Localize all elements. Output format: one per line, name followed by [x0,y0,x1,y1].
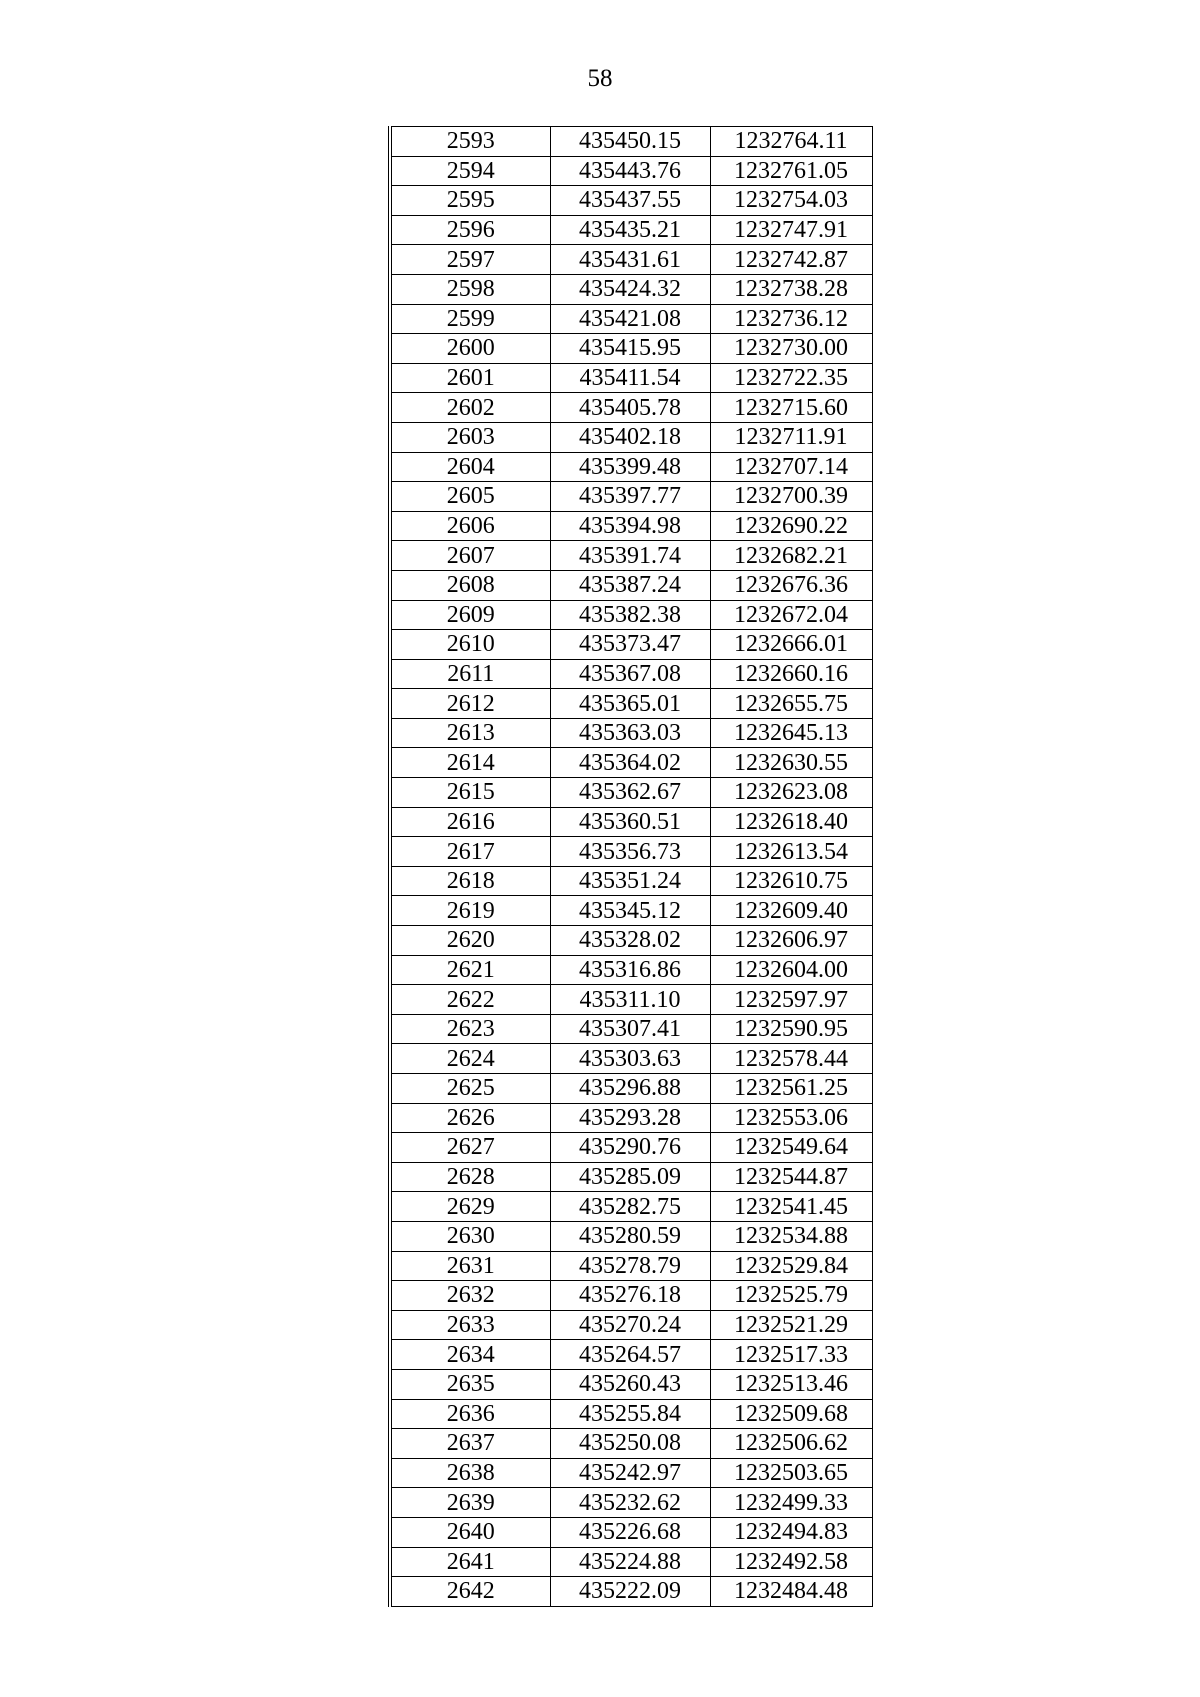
table-row [390,1103,872,1133]
point-number-cell: 2626 [390,1103,550,1133]
x-coordinate-cell: 435278.79 [550,1251,710,1281]
y-coordinate-cell: 1232529.84 [710,1251,872,1281]
page-number: 58 [587,65,613,92]
table-row [390,1399,872,1429]
table-row [390,1517,872,1547]
point-number-cell: 2621 [390,955,550,985]
table-row [390,422,872,452]
point-number-cell: 2613 [390,718,550,748]
x-coordinate-cell: 435285.09 [550,1162,710,1192]
point-number-cell: 2604 [390,452,550,482]
table-row [390,807,872,837]
table-row [390,866,872,896]
point-number-cell: 2632 [390,1281,550,1311]
table-row [390,186,872,216]
x-coordinate-cell: 435260.43 [550,1369,710,1399]
y-coordinate-cell: 1232730.00 [710,334,872,364]
table-row [390,1162,872,1192]
point-number-cell: 2599 [390,304,550,334]
y-coordinate-cell: 1232597.97 [710,985,872,1015]
x-coordinate-cell: 435282.75 [550,1192,710,1222]
table-row [390,1014,872,1044]
table-row [390,926,872,956]
x-coordinate-cell: 435373.47 [550,630,710,660]
table-row [390,985,872,1015]
x-coordinate-cell: 435391.74 [550,541,710,571]
point-number-cell: 2631 [390,1251,550,1281]
point-number-cell: 2605 [390,482,550,512]
x-coordinate-cell: 435276.18 [550,1281,710,1311]
x-coordinate-cell: 435424.32 [550,274,710,304]
table-row [390,393,872,423]
y-coordinate-cell: 1232513.46 [710,1369,872,1399]
y-coordinate-cell: 1232494.83 [710,1517,872,1547]
table-row [390,630,872,660]
x-coordinate-cell: 435402.18 [550,422,710,452]
table-row [390,570,872,600]
y-coordinate-cell: 1232609.40 [710,896,872,926]
table-row [390,1340,872,1370]
point-number-cell: 2637 [390,1429,550,1459]
x-coordinate-cell: 435360.51 [550,807,710,837]
table-row [390,1369,872,1399]
x-coordinate-cell: 435250.08 [550,1429,710,1459]
x-coordinate-cell: 435399.48 [550,452,710,482]
y-coordinate-cell: 1232754.03 [710,186,872,216]
x-coordinate-cell: 435387.24 [550,570,710,600]
x-coordinate-cell: 435435.21 [550,215,710,245]
x-coordinate-cell: 435224.88 [550,1547,710,1577]
x-coordinate-cell: 435280.59 [550,1221,710,1251]
x-coordinate-cell: 435356.73 [550,837,710,867]
x-coordinate-cell: 435437.55 [550,186,710,216]
x-coordinate-cell: 435264.57 [550,1340,710,1370]
point-number-cell: 2606 [390,511,550,541]
y-coordinate-cell: 1232682.21 [710,541,872,571]
y-coordinate-cell: 1232506.62 [710,1429,872,1459]
y-coordinate-cell: 1232509.68 [710,1399,872,1429]
table-row [390,1221,872,1251]
table-row [390,1192,872,1222]
y-coordinate-cell: 1232525.79 [710,1281,872,1311]
table-row [390,541,872,571]
point-number-cell: 2620 [390,926,550,956]
x-coordinate-cell: 435311.10 [550,985,710,1015]
table-row [390,511,872,541]
y-coordinate-cell: 1232561.25 [710,1074,872,1104]
y-coordinate-cell: 1232738.28 [710,274,872,304]
table-row [390,955,872,985]
point-number-cell: 2600 [390,334,550,364]
y-coordinate-cell: 1232672.04 [710,600,872,630]
point-number-cell: 2635 [390,1369,550,1399]
point-number-cell: 2610 [390,630,550,660]
x-coordinate-cell: 435411.54 [550,363,710,393]
x-coordinate-cell: 435351.24 [550,866,710,896]
y-coordinate-cell: 1232747.91 [710,215,872,245]
point-number-cell: 2598 [390,274,550,304]
point-number-cell: 2609 [390,600,550,630]
table-row [390,1429,872,1459]
table-row [390,600,872,630]
table-row [390,1074,872,1104]
table-row [390,127,872,157]
point-number-cell: 2629 [390,1192,550,1222]
point-number-cell: 2612 [390,689,550,719]
coordinates-table-body [390,127,872,1607]
y-coordinate-cell: 1232553.06 [710,1103,872,1133]
x-coordinate-cell: 435415.95 [550,334,710,364]
y-coordinate-cell: 1232549.64 [710,1133,872,1163]
coordinates-table [388,126,873,1607]
table-row [390,1133,872,1163]
x-coordinate-cell: 435431.61 [550,245,710,275]
x-coordinate-cell: 435296.88 [550,1074,710,1104]
point-number-cell: 2608 [390,570,550,600]
y-coordinate-cell: 1232742.87 [710,245,872,275]
table-row [390,896,872,926]
x-coordinate-cell: 435443.76 [550,156,710,186]
point-number-cell: 2617 [390,837,550,867]
y-coordinate-cell: 1232484.48 [710,1577,872,1607]
point-number-cell: 2595 [390,186,550,216]
y-coordinate-cell: 1232517.33 [710,1340,872,1370]
y-coordinate-cell: 1232711.91 [710,422,872,452]
point-number-cell: 2641 [390,1547,550,1577]
y-coordinate-cell: 1232722.35 [710,363,872,393]
table-row [390,1577,872,1607]
x-coordinate-cell: 435222.09 [550,1577,710,1607]
y-coordinate-cell: 1232610.75 [710,866,872,896]
table-row [390,659,872,689]
table-row [390,748,872,778]
y-coordinate-cell: 1232764.11 [710,127,872,157]
x-coordinate-cell: 435303.63 [550,1044,710,1074]
point-number-cell: 2627 [390,1133,550,1163]
x-coordinate-cell: 435270.24 [550,1310,710,1340]
y-coordinate-cell: 1232700.39 [710,482,872,512]
point-number-cell: 2624 [390,1044,550,1074]
y-coordinate-cell: 1232503.65 [710,1458,872,1488]
x-coordinate-cell: 435382.38 [550,600,710,630]
table-row [390,482,872,512]
x-coordinate-cell: 435345.12 [550,896,710,926]
y-coordinate-cell: 1232578.44 [710,1044,872,1074]
point-number-cell: 2602 [390,393,550,423]
point-number-cell: 2597 [390,245,550,275]
point-number-cell: 2596 [390,215,550,245]
table-row [390,718,872,748]
table-row [390,689,872,719]
table-row [390,1458,872,1488]
table-row [390,1310,872,1340]
x-coordinate-cell: 435421.08 [550,304,710,334]
y-coordinate-cell: 1232630.55 [710,748,872,778]
table-row [390,1044,872,1074]
point-number-cell: 2618 [390,866,550,896]
table-row [390,1251,872,1281]
point-number-cell: 2636 [390,1399,550,1429]
y-coordinate-cell: 1232645.13 [710,718,872,748]
point-number-cell: 2642 [390,1577,550,1607]
point-number-cell: 2614 [390,748,550,778]
y-coordinate-cell: 1232676.36 [710,570,872,600]
y-coordinate-cell: 1232761.05 [710,156,872,186]
point-number-cell: 2625 [390,1074,550,1104]
x-coordinate-cell: 435365.01 [550,689,710,719]
x-coordinate-cell: 435364.02 [550,748,710,778]
y-coordinate-cell: 1232590.95 [710,1014,872,1044]
x-coordinate-cell: 435394.98 [550,511,710,541]
y-coordinate-cell: 1232736.12 [710,304,872,334]
x-coordinate-cell: 435450.15 [550,127,710,157]
table-row [390,274,872,304]
y-coordinate-cell: 1232690.22 [710,511,872,541]
point-number-cell: 2622 [390,985,550,1015]
point-number-cell: 2634 [390,1340,550,1370]
point-number-cell: 2638 [390,1458,550,1488]
table-row [390,156,872,186]
x-coordinate-cell: 435363.03 [550,718,710,748]
y-coordinate-cell: 1232534.88 [710,1221,872,1251]
point-number-cell: 2619 [390,896,550,926]
y-coordinate-cell: 1232666.01 [710,630,872,660]
x-coordinate-cell: 435367.08 [550,659,710,689]
x-coordinate-cell: 435397.77 [550,482,710,512]
y-coordinate-cell: 1232606.97 [710,926,872,956]
table-row [390,837,872,867]
x-coordinate-cell: 435362.67 [550,778,710,808]
point-number-cell: 2611 [390,659,550,689]
y-coordinate-cell: 1232623.08 [710,778,872,808]
point-number-cell: 2594 [390,156,550,186]
y-coordinate-cell: 1232499.33 [710,1488,872,1518]
table-row [390,363,872,393]
point-number-cell: 2623 [390,1014,550,1044]
y-coordinate-cell: 1232613.54 [710,837,872,867]
x-coordinate-cell: 435328.02 [550,926,710,956]
table-row [390,452,872,482]
table-row [390,1488,872,1518]
point-number-cell: 2607 [390,541,550,571]
x-coordinate-cell: 435226.68 [550,1517,710,1547]
table-row [390,245,872,275]
y-coordinate-cell: 1232707.14 [710,452,872,482]
x-coordinate-cell: 435255.84 [550,1399,710,1429]
x-coordinate-cell: 435290.76 [550,1133,710,1163]
y-coordinate-cell: 1232492.58 [710,1547,872,1577]
point-number-cell: 2615 [390,778,550,808]
y-coordinate-cell: 1232715.60 [710,393,872,423]
point-number-cell: 2616 [390,807,550,837]
y-coordinate-cell: 1232521.29 [710,1310,872,1340]
x-coordinate-cell: 435405.78 [550,393,710,423]
x-coordinate-cell: 435293.28 [550,1103,710,1133]
point-number-cell: 2593 [390,127,550,157]
point-number-cell: 2603 [390,422,550,452]
x-coordinate-cell: 435316.86 [550,955,710,985]
point-number-cell: 2639 [390,1488,550,1518]
table-row [390,778,872,808]
y-coordinate-cell: 1232544.87 [710,1162,872,1192]
table-row [390,304,872,334]
y-coordinate-cell: 1232660.16 [710,659,872,689]
y-coordinate-cell: 1232618.40 [710,807,872,837]
point-number-cell: 2640 [390,1517,550,1547]
y-coordinate-cell: 1232604.00 [710,955,872,985]
table-row [390,334,872,364]
x-coordinate-cell: 435307.41 [550,1014,710,1044]
x-coordinate-cell: 435232.62 [550,1488,710,1518]
point-number-cell: 2628 [390,1162,550,1192]
table-row [390,1547,872,1577]
x-coordinate-cell: 435242.97 [550,1458,710,1488]
table-row [390,215,872,245]
y-coordinate-cell: 1232541.45 [710,1192,872,1222]
table-row [390,1281,872,1311]
point-number-cell: 2630 [390,1221,550,1251]
point-number-cell: 2633 [390,1310,550,1340]
y-coordinate-cell: 1232655.75 [710,689,872,719]
point-number-cell: 2601 [390,363,550,393]
